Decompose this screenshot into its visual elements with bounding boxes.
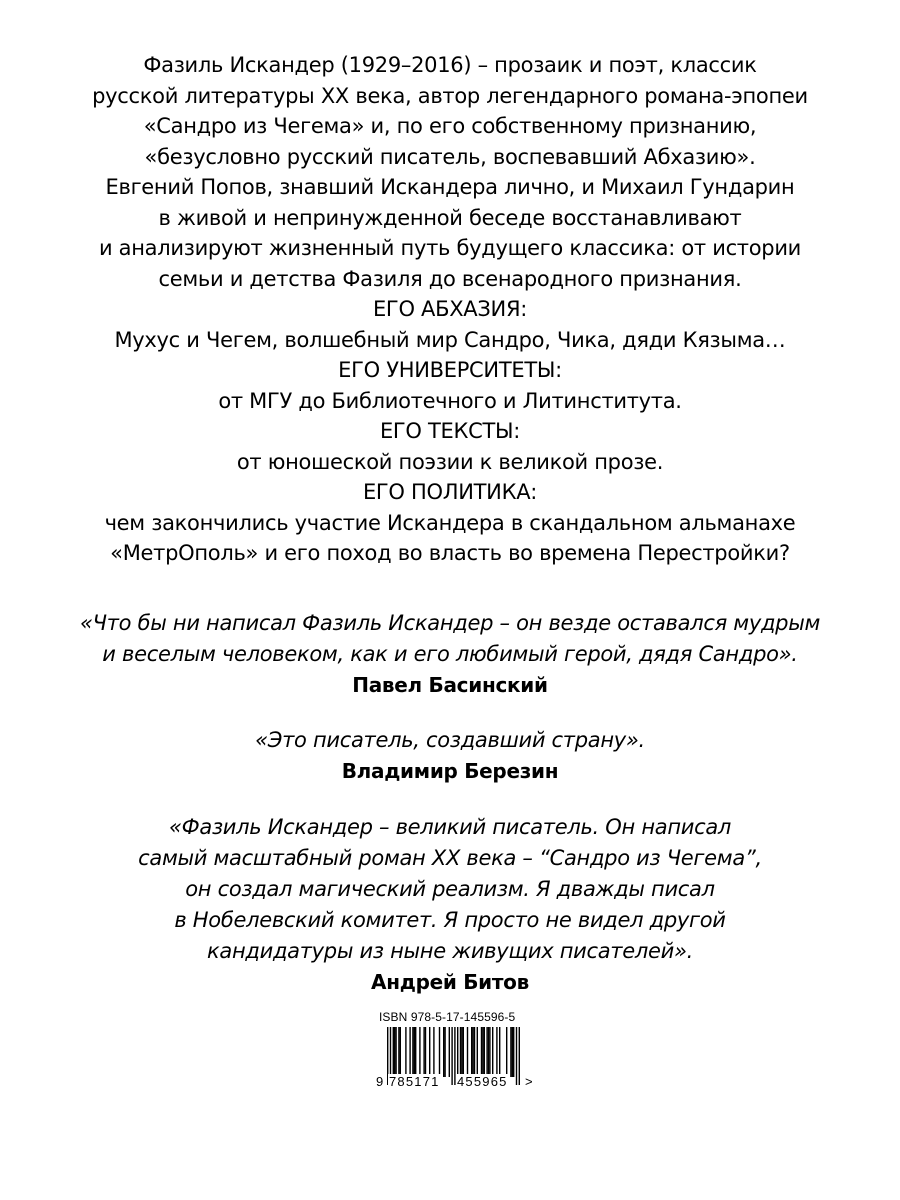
barcode-bar: [519, 1027, 520, 1085]
barcode-bar: [516, 1027, 517, 1085]
annotation-text: [60, 50, 840, 569]
barcode-bar: [415, 1027, 416, 1077]
barcode-bar: [484, 1027, 485, 1077]
barcode-bar: [489, 1027, 490, 1077]
quote-line: «Что бы ни написал Фазиль Искандер – он везде оставался мудрым: [79, 611, 821, 635]
quote-line: в Нобелевский комитет. Я просто не видел другой: [174, 908, 726, 932]
barcode-bar: [393, 1027, 394, 1077]
annotation-line: «Сандро из Чегема» и, по его собственному признанию,: [143, 114, 757, 138]
quote-line: он создал магический реализм. Я дважды писал: [185, 877, 715, 901]
quote-line: кандидатуры из ныне живущих писателей».: [207, 939, 693, 963]
barcode-bar: [457, 1027, 458, 1077]
quote-berezin: [60, 725, 840, 787]
barcode-bar: [474, 1027, 475, 1077]
barcode-bar: [449, 1027, 450, 1077]
barcode-bar: [400, 1027, 401, 1077]
barcode-bar: [477, 1027, 478, 1077]
barcode-bar: [395, 1027, 396, 1077]
quote-basinsky: [60, 608, 840, 701]
barcode-digit-first: 9: [376, 1074, 384, 1089]
quote-author: Андрей Битов: [371, 970, 529, 994]
barcode-digits-left: 785171: [389, 1074, 440, 1089]
isbn-barcode: [375, 1010, 533, 1100]
section-heading-abkhazia: ЕГО АБХАЗИЯ:: [372, 297, 528, 321]
barcode-bar: [429, 1027, 430, 1077]
barcode-bar: [472, 1027, 473, 1077]
barcode-bar: [463, 1027, 464, 1077]
barcode-bar: [471, 1027, 472, 1077]
quote-bitov: [60, 812, 840, 998]
quote-line: и веселым человеком, как и его любимый герой, дядя Сандро».: [102, 642, 798, 666]
barcode-bar: [405, 1027, 406, 1077]
barcode-bar: [467, 1027, 468, 1077]
quote-line: «Это писатель, создавший страну».: [255, 728, 645, 752]
barcode-bar: [499, 1027, 500, 1077]
quote-line: самый масштабный роман XX века – “Сандро из Чегема”,: [138, 846, 762, 870]
annotation-line: семьи и детства Фазиля до всенародного признания.: [158, 266, 742, 291]
quote-author: Владимир Березин: [341, 759, 559, 783]
barcode-bar: [409, 1027, 410, 1077]
annotation-line: и анализируют жизненный путь будущего классика: от истории: [98, 236, 802, 260]
barcode-bar: [510, 1027, 511, 1077]
barcode-bar: [506, 1027, 507, 1077]
barcode-digits-right: 455965: [457, 1074, 508, 1089]
barcode-bar: [482, 1027, 483, 1077]
barcode-bar: [443, 1027, 444, 1077]
section-heading-universities: ЕГО УНИВЕРСИТЕТЫ:: [338, 358, 562, 382]
barcode-bar: [433, 1027, 434, 1077]
barcode-bar: [461, 1027, 462, 1077]
barcode-bar: [419, 1027, 420, 1077]
barcode-bar: [398, 1027, 399, 1077]
barcode-bar: [460, 1027, 461, 1077]
isbn-label: ISBN 978-5-17-145596-5: [379, 1010, 516, 1024]
barcode-bar: [439, 1027, 440, 1077]
annotation-line: «МетрОполь» и его поход во власть во времена Перестройки?: [110, 541, 790, 565]
barcode-bar: [451, 1027, 452, 1085]
barcode-bar: [444, 1027, 445, 1077]
annotation-line: Евгений Попов, знавший Искандера лично, и Михаил Гундарин: [105, 175, 795, 199]
annotation-line: от МГУ до Библиотечного и Литинститута.: [218, 388, 682, 413]
annotation-line: от юношеской поэзии к великой прозе.: [236, 449, 664, 474]
barcode-bar: [423, 1027, 424, 1077]
quote-author: Павел Басинский: [352, 673, 548, 697]
annotation-line: Фазиль Искандер (1929–2016) – прозаик и поэт, классик: [143, 53, 757, 77]
annotation-line: русской литературы XX века, автор легендарного романа-эпопеи: [92, 83, 808, 108]
barcode-bar: [394, 1027, 395, 1077]
barcode-bar: [425, 1027, 426, 1077]
quote-line: «Фазиль Искандер – великий писатель. Он написал: [168, 815, 732, 839]
annotation-line: «безусловно русский писатель, воспевавший Абхазию».: [144, 144, 756, 169]
section-heading-politics: ЕГО ПОЛИТИКА:: [362, 480, 538, 504]
barcode-bar: [412, 1027, 413, 1077]
barcode-bar: [513, 1027, 514, 1077]
annotation-line: чем закончились участие Искандера в скандальном альманахе: [104, 510, 796, 535]
barcode-bar: [414, 1027, 415, 1077]
section-heading-texts: ЕГО ТЕКСТЫ:: [379, 419, 521, 443]
annotation-line: Мухус и Чегем, волшебный мир Сандро, Чика, дяди Кязыма…: [114, 327, 786, 352]
barcode-bar: [512, 1027, 513, 1077]
barcode-end-mark: >: [525, 1074, 533, 1089]
barcode-bar: [481, 1027, 482, 1077]
annotation-line: в живой и непринужденной беседе восстанавливают: [158, 205, 742, 230]
barcode-bar: [488, 1027, 489, 1077]
barcode-bar: [496, 1027, 497, 1077]
barcode-bar: [486, 1027, 487, 1077]
barcode-bar: [492, 1027, 493, 1077]
